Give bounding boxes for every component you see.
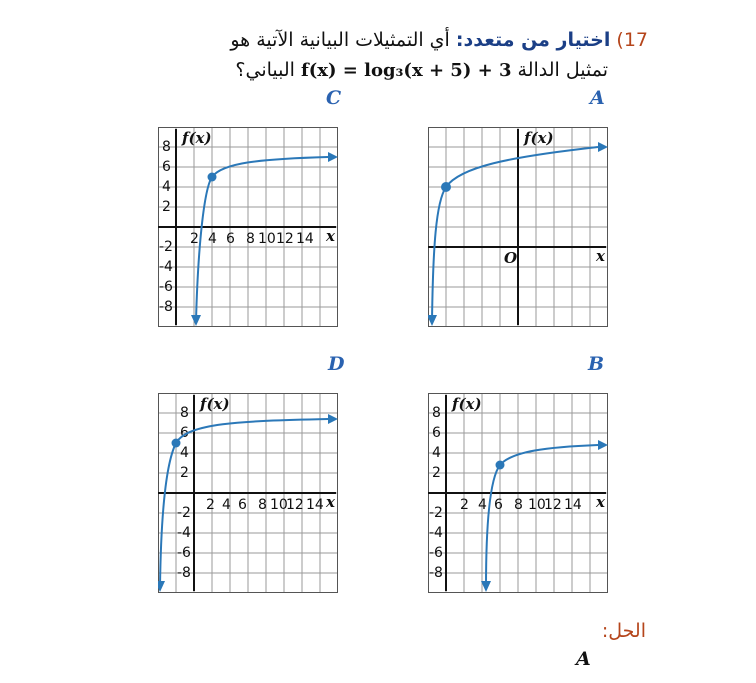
graph-a-curve xyxy=(432,147,598,321)
question-text-2: تمثيل الدالة xyxy=(517,59,608,81)
option-label-a: A xyxy=(590,87,605,109)
graph-c-ylabel: f(x) xyxy=(182,129,212,147)
graph-a-ylabel: f(x) xyxy=(524,129,554,147)
graph-b[interactable] xyxy=(428,393,608,593)
question-text: أي التمثيلات البيانية الآتية هو xyxy=(230,29,450,51)
graph-d-ytick: 4 xyxy=(180,445,189,461)
graph-b-xtick: 14 xyxy=(564,497,582,513)
graph-c-xtick: 4 xyxy=(208,231,217,247)
graph-d-xtick: 14 xyxy=(306,497,324,513)
graph-c-point xyxy=(208,173,217,182)
graph-c-ytick: -8 xyxy=(159,299,173,315)
graph-a[interactable] xyxy=(428,127,608,327)
graph-c-xtick: 14 xyxy=(296,231,314,247)
solution-answer: A xyxy=(576,648,591,670)
graph-c-xtick: 8 xyxy=(246,231,255,247)
graph-a-xlabel: x xyxy=(596,247,605,265)
question-line-1 xyxy=(230,27,648,53)
graph-d-ytick: -2 xyxy=(177,505,191,521)
graph-c-xtick: 12 xyxy=(276,231,294,247)
graph-b-ytick: 8 xyxy=(432,405,441,421)
graph-c-xtick: 2 xyxy=(190,231,199,247)
graph-d-ylabel: f(x) xyxy=(200,395,230,413)
graph-c-ytick: -6 xyxy=(159,279,173,295)
graph-b-svg xyxy=(428,393,608,593)
graph-d-arrow-right xyxy=(328,414,338,424)
graph-d-point xyxy=(172,439,181,448)
graph-d-xtick: 10 xyxy=(270,497,288,513)
graph-b-ytick: 4 xyxy=(432,445,441,461)
graph-d-ytick: 8 xyxy=(180,405,189,421)
graph-c-svg xyxy=(158,127,338,327)
solution-label: الحل: xyxy=(601,620,646,642)
function-formula: f(x) = log₃(x + 5) + 3 xyxy=(301,60,512,81)
question-line-2 xyxy=(235,57,608,84)
graph-c-arrow-right xyxy=(328,152,338,162)
graph-b-ylabel: f(x) xyxy=(452,395,482,413)
graph-d-ytick: -6 xyxy=(177,545,191,561)
graph-c-xlabel: x xyxy=(326,227,335,245)
graph-d-ytick: 2 xyxy=(180,465,189,481)
graph-b-xtick: 6 xyxy=(494,497,503,513)
graph-b-xlabel: x xyxy=(596,493,605,511)
graph-b-ytick: 6 xyxy=(432,425,441,441)
graph-a-arrow-right xyxy=(598,142,608,152)
graph-d-xlabel: x xyxy=(326,493,335,511)
graph-a-svg xyxy=(428,127,608,327)
graph-d[interactable] xyxy=(158,393,338,593)
graph-c-xtick: 6 xyxy=(226,231,235,247)
graph-c-ytick: -2 xyxy=(159,239,173,255)
graph-a-point xyxy=(441,182,451,192)
graph-c-xtick: 10 xyxy=(258,231,276,247)
graph-d-xtick: 4 xyxy=(222,497,231,513)
graph-c[interactable] xyxy=(158,127,338,327)
graph-b-xtick: 2 xyxy=(460,497,469,513)
graph-d-xtick: 8 xyxy=(258,497,267,513)
graph-d-xtick: 6 xyxy=(238,497,247,513)
graph-c-ytick: -4 xyxy=(159,259,173,275)
graph-b-ytick: -4 xyxy=(429,525,443,541)
graph-c-ytick: 2 xyxy=(162,199,171,215)
graph-a-origin: O xyxy=(504,249,518,267)
graph-b-xtick: 12 xyxy=(544,497,562,513)
graph-d-arrow-down xyxy=(158,581,165,592)
graph-d-ytick: -8 xyxy=(177,565,191,581)
graph-b-xtick: 10 xyxy=(528,497,546,513)
graph-b-xtick: 4 xyxy=(478,497,487,513)
graph-b-point xyxy=(496,461,505,470)
graph-b-ytick: -2 xyxy=(429,505,443,521)
graph-a-arrow-down xyxy=(428,315,437,326)
option-label-b: B xyxy=(588,353,605,375)
question-type: اختيار من متعدد: xyxy=(455,29,611,51)
graph-c-ytick: 4 xyxy=(162,179,171,195)
graph-d-xtick: 2 xyxy=(206,497,215,513)
option-label-c: C xyxy=(326,87,342,109)
option-label-d: D xyxy=(328,353,345,375)
graph-d-svg xyxy=(158,393,338,593)
graph-c-arrow-down xyxy=(191,315,201,326)
graph-b-ytick: -6 xyxy=(429,545,443,561)
graph-d-ytick: 6 xyxy=(180,425,189,441)
graph-b-ytick: -8 xyxy=(429,565,443,581)
graph-c-ytick: 6 xyxy=(162,159,171,175)
graph-d-xtick: 12 xyxy=(286,497,304,513)
graph-b-xtick: 8 xyxy=(514,497,523,513)
graph-b-arrow-right xyxy=(598,440,608,450)
graph-c-ytick: 8 xyxy=(162,139,171,155)
graph-b-ytick: 2 xyxy=(432,465,441,481)
graph-d-ytick: -4 xyxy=(177,525,191,541)
question-number: 17) xyxy=(616,29,648,51)
question-text-3: البياني؟ xyxy=(235,59,295,81)
